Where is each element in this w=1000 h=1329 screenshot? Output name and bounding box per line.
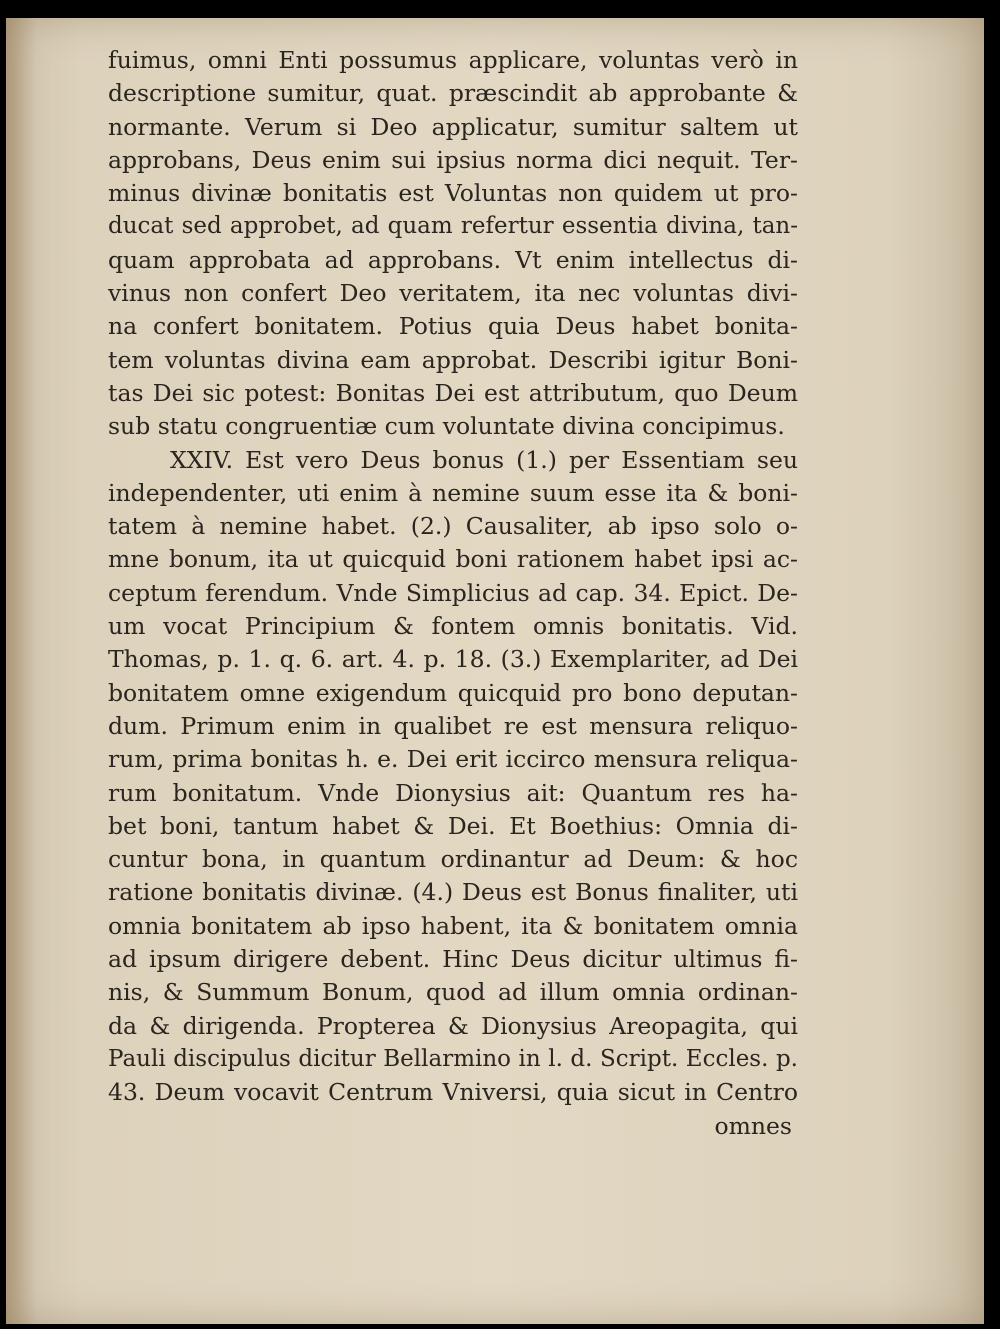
text-line: ad ipsum dirigere debent. Hinc Deus dicitur ultimus fi- [108,945,798,974]
page-text-block [108,44,798,1143]
text-line: quam approbata ad approbans. Vt enim intellectus di- [108,245,798,274]
text-line: ducat sed approbet, ad quam refertur essentia divina, tan- [108,213,798,240]
text-line: tem voluntas divina eam approbat. Describi igitur Boni- [108,345,798,374]
text-line: bonitatem omne exigendum quicquid pro bono deputan- [108,678,798,707]
text-line: sub statu congruentiæ cum voluntate divina concipimus. [108,412,785,441]
text-line: ratione bonitatis divinæ. (4.) Deus est Bonus finaliter, uti [108,878,798,907]
text-line: dum. Primum enim in qualibet re est mensura reliquo- [108,711,798,740]
text-line: vinus non confert Deo veritatem, ita nec voluntas divi- [108,279,798,308]
text-line: ceptum ferendum. Vnde Simplicius ad cap. 34. Epict. De- [108,578,798,607]
text-line: um vocat Principium & fontem omnis bonitatis. Vid. [108,612,798,641]
section-heading-line: XXIV. Est vero Deus bonus (1.) per Essentiam seu [170,445,798,474]
text-line: na confert bonitatem. Potius quia Deus habet bonita- [108,312,798,341]
text-line: tas Dei sic potest: Bonitas Dei est attributum, quo Deum [108,378,798,407]
text-line: da & dirigenda. Propterea & Dionysius Areopagita, qui [108,1011,798,1040]
text-line: descriptione sumitur, quat. præscindit ab approbante & [108,79,798,108]
catchword: omnes [714,1111,792,1140]
text-line: rum, prima bonitas h. e. Dei erit iccirco mensura reliqua- [108,745,798,774]
text-line: mne bonum, ita ut quicquid boni rationem habet ipsi ac- [108,545,798,574]
text-line: tatem à nemine habet. (2.) Causaliter, ab ipso solo o- [108,512,798,541]
text-line: rum bonitatum. Vnde Dionysius ait: Quantum res ha- [108,778,798,807]
text-line: approbans, Deus enim sui ipsius norma dici nequit. Ter- [108,145,798,174]
text-line: Pauli discipulus dicitur Bellarmino in l. d. Script. Eccles. p. [108,1045,798,1072]
text-line: 43. Deum vocavit Centrum Vniversi, quia sicut in Centro [108,1078,798,1107]
text-line: cuntur bona, in quantum ordinantur ad Deum: & hoc [108,845,798,874]
text-line: fuimus, omni Enti possumus applicare, voluntas verò in [108,46,798,74]
text-line: bet boni, tantum habet & Dei. Et Boethius: Omnia di- [108,811,798,840]
page-edge-stain [6,18,36,1324]
text-line: omnia bonitatem ab ipso habent, ita & bonitatem omnia [108,911,798,940]
text-line: independenter, uti enim à nemine suum esse ita & boni- [108,478,798,507]
text-line: nis, & Summum Bonum, quod ad illum omnia ordinan- [108,978,798,1007]
text-line: normante. Verum si Deo applicatur, sumitur saltem ut [108,112,798,141]
text-line: minus divinæ bonitatis est Voluntas non quidem ut pro- [108,179,798,208]
text-line: Thomas, p. 1. q. 6. art. 4. p. 18. (3.) Exemplariter, ad Dei [108,645,798,674]
